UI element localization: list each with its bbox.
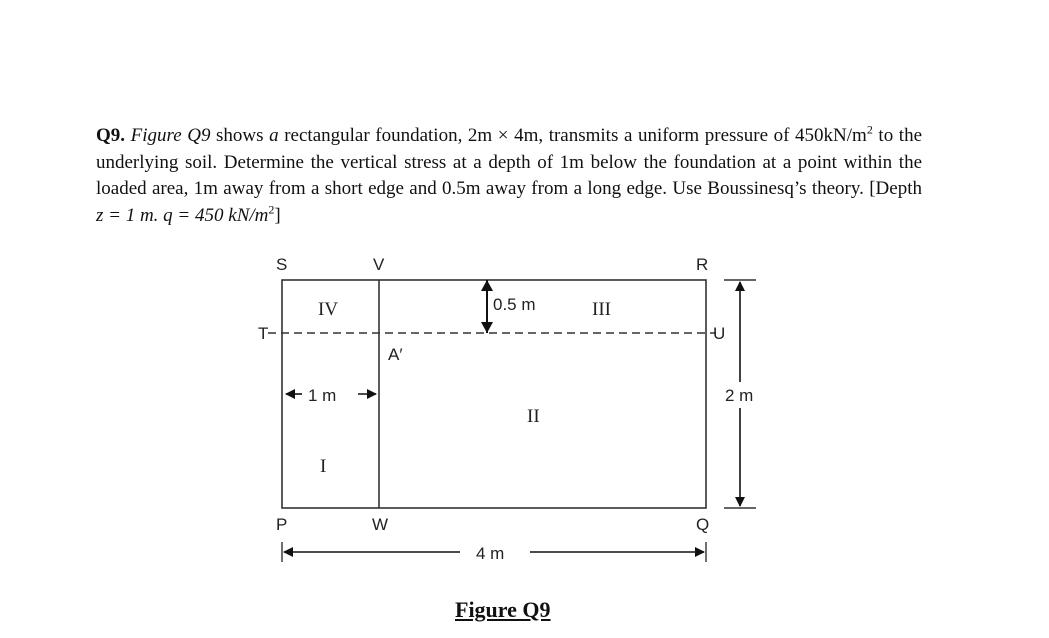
label-a-prime: A′ bbox=[388, 345, 403, 364]
half-meter-arrowhead-bottom bbox=[481, 322, 493, 333]
depth-expression: z = 1 m. q = 450 kN/m bbox=[96, 204, 269, 226]
label-t: T bbox=[258, 324, 269, 343]
region-i: I bbox=[320, 456, 327, 477]
foundation-rectangle bbox=[282, 280, 706, 508]
dim-half-meter: 0.5 m bbox=[493, 295, 536, 314]
figure-reference: Figure Q9 bbox=[130, 125, 211, 146]
question-close: ] bbox=[274, 204, 281, 226]
dim-four-meter: 4 m bbox=[476, 544, 505, 563]
region-iv: IV bbox=[318, 299, 339, 320]
dim-two-meter: 2 m bbox=[725, 386, 754, 405]
question-number: Q9. bbox=[96, 125, 126, 146]
label-v: V bbox=[373, 255, 385, 274]
question-text-a: shows bbox=[210, 125, 270, 146]
label-u: U bbox=[713, 324, 726, 343]
half-meter-arrowhead-top bbox=[481, 280, 493, 291]
question-text-c: to the underlying soil. Determine the vertical stress at a depth of 1m below the foundation at a point within the loaded area, 1m away from a short edge and 0.5m away from a long edge. Use Boussinesq’s theory. [Depth bbox=[96, 125, 923, 199]
region-iii: III bbox=[592, 299, 611, 320]
question-text-b: rectangular foundation, 2m × 4m, transmits a uniform pressure of 450kN/m bbox=[278, 125, 867, 146]
question-a-word: a bbox=[269, 125, 279, 146]
region-ii: II bbox=[527, 406, 540, 427]
label-q: Q bbox=[696, 515, 710, 534]
superscript-1: 2 bbox=[866, 122, 873, 137]
figure-caption: Figure Q9 bbox=[455, 597, 551, 622]
label-s: S bbox=[276, 255, 288, 274]
label-r: R bbox=[696, 255, 709, 274]
label-p: P bbox=[276, 515, 288, 534]
dim-one-meter: 1 m bbox=[308, 386, 337, 405]
label-w: W bbox=[372, 515, 389, 534]
superscript-2: 2 bbox=[268, 202, 275, 217]
